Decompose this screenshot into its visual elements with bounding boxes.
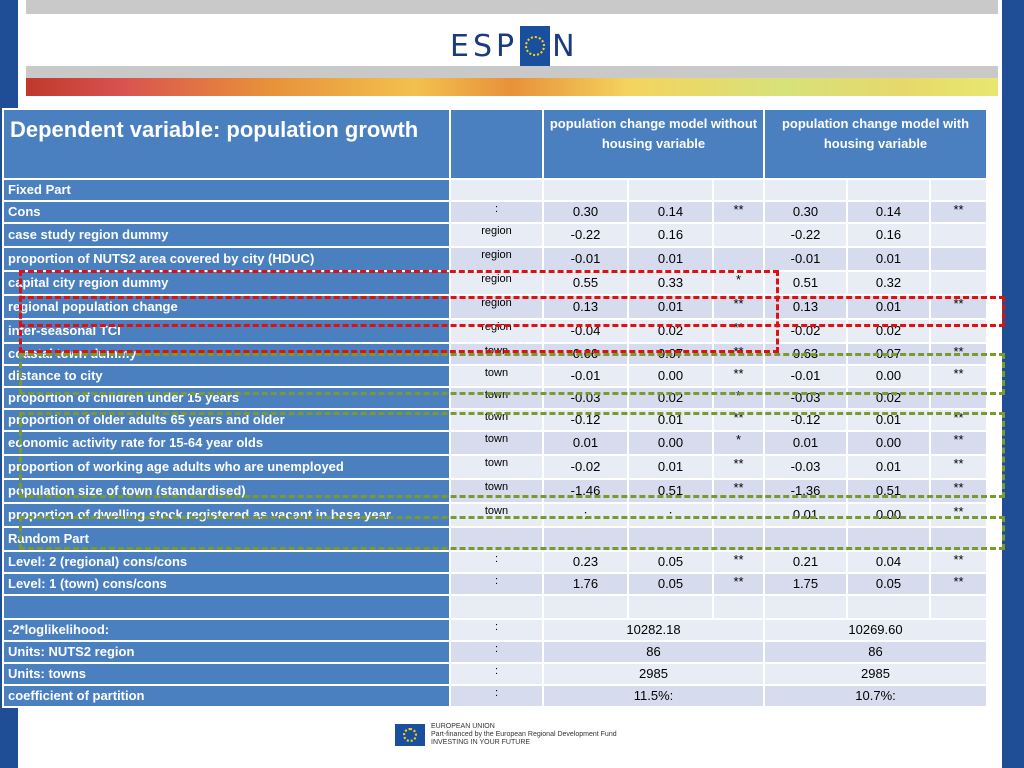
table-row <box>3 455 987 479</box>
row-label: proportion of dwelling stock registered as vacant in base year <box>3 503 450 527</box>
row-m2-sig: ** <box>930 431 987 455</box>
row-label: proportion of older adults 65 years and older <box>3 409 450 431</box>
row-m2-coef: -0.01 <box>764 365 847 387</box>
row-m1-coef: : <box>543 503 628 527</box>
row-m1-se: 0.01 <box>628 455 713 479</box>
row-m1-sig: * <box>713 387 764 409</box>
row-unit: town <box>450 409 543 431</box>
row-m1-se: 0.07 <box>628 343 713 365</box>
row-label: economic activity rate for 15-64 year olds <box>3 431 450 455</box>
footer-line-3: INVESTING IN YOUR FUTURE <box>431 739 531 746</box>
row-m1-coef <box>543 595 628 619</box>
row-unit: region <box>450 319 543 343</box>
header-row <box>3 109 987 179</box>
summary-label: coefficient of partition <box>3 685 450 707</box>
row-m2-sig: ** <box>930 409 987 431</box>
summary-model-1: 11.5%: <box>543 685 764 707</box>
row-m2-coef: -0.01 <box>764 247 847 271</box>
row-m1-coef: -0.03 <box>543 387 628 409</box>
summary-row <box>3 619 987 641</box>
table-row <box>3 223 987 247</box>
row-m2-sig: ** <box>930 551 987 573</box>
row-m1-se: 0.02 <box>628 319 713 343</box>
row-m2-sig: ** <box>930 201 987 223</box>
row-m2-coef: -0.02 <box>764 319 847 343</box>
row-unit: town <box>450 387 543 409</box>
row-m1-coef: 1.76 <box>543 573 628 595</box>
eu-stars-icon <box>520 26 550 66</box>
row-m1-sig <box>713 179 764 201</box>
gray-bar <box>26 66 998 78</box>
row-unit: town <box>450 503 543 527</box>
summary-label: Units: NUTS2 region <box>3 641 450 663</box>
row-unit: : <box>450 551 543 573</box>
row-m2-se: 0.01 <box>847 247 930 271</box>
summary-model-2: 10.7%: <box>764 685 987 707</box>
row-m2-coef: 0.13 <box>764 295 847 319</box>
table-row <box>3 479 987 503</box>
row-unit: region <box>450 223 543 247</box>
row-m1-se: 0.33 <box>628 271 713 295</box>
row-unit: town <box>450 365 543 387</box>
table-row <box>3 503 987 527</box>
row-m1-sig: ** <box>713 479 764 503</box>
table-row <box>3 179 987 201</box>
row-m2-sig: ** <box>930 365 987 387</box>
footer-line-2: Part-financed by the European Regional Development Fund <box>431 731 617 738</box>
summary-model-2: 2985 <box>764 663 987 685</box>
header-model-2: population change model with housing variable <box>764 109 987 179</box>
table-row <box>3 295 987 319</box>
table-row <box>3 551 987 573</box>
row-m2-coef: -0.03 <box>764 455 847 479</box>
row-label: population size of town (standardised) <box>3 479 450 503</box>
row-m1-coef: 0.66 <box>543 343 628 365</box>
row-m2-se: 0.16 <box>847 223 930 247</box>
row-m2-coef <box>764 595 847 619</box>
table-row <box>3 387 987 409</box>
row-m2-se: 0.00 <box>847 503 930 527</box>
row-m1-sig: ** <box>713 319 764 343</box>
row-m2-coef: 0.01 <box>764 503 847 527</box>
row-m1-se <box>628 527 713 551</box>
row-m1-se: 0.16 <box>628 223 713 247</box>
row-m2-se: 0.01 <box>847 409 930 431</box>
summary-unit: : <box>450 619 543 641</box>
row-m1-sig <box>713 223 764 247</box>
row-m2-coef: 0.30 <box>764 201 847 223</box>
logo-area <box>18 14 1002 68</box>
row-m1-sig: ** <box>713 365 764 387</box>
row-m1-coef: -0.01 <box>543 365 628 387</box>
row-m1-coef: 0.55 <box>543 271 628 295</box>
row-label: inter-seasonal TCI <box>3 319 450 343</box>
table-row <box>3 271 987 295</box>
summary-unit: : <box>450 663 543 685</box>
row-unit: town <box>450 431 543 455</box>
row-m2-sig <box>930 319 987 343</box>
row-m1-coef: -0.02 <box>543 455 628 479</box>
row-m1-sig <box>713 595 764 619</box>
row-m1-se: 0.01 <box>628 409 713 431</box>
row-m2-se: 0.01 <box>847 455 930 479</box>
row-label <box>3 595 450 619</box>
footer-line-1: EUROPEAN UNION <box>431 723 495 730</box>
row-m1-sig: ** <box>713 409 764 431</box>
map-banner <box>26 78 998 96</box>
summary-label: -2*loglikelihood: <box>3 619 450 641</box>
row-m1-coef: 0.01 <box>543 431 628 455</box>
row-m1-sig: * <box>713 431 764 455</box>
row-m1-sig <box>713 247 764 271</box>
row-label: case study region dummy <box>3 223 450 247</box>
row-m1-coef: -0.04 <box>543 319 628 343</box>
row-m1-coef: -0.22 <box>543 223 628 247</box>
row-m2-sig: ** <box>930 573 987 595</box>
summary-model-2: 10269.60 <box>764 619 987 641</box>
row-m2-se <box>847 179 930 201</box>
row-unit: : <box>450 573 543 595</box>
row-m2-coef: 0.51 <box>764 271 847 295</box>
summary-model-1: 2985 <box>543 663 764 685</box>
row-m1-sig <box>713 527 764 551</box>
row-unit: region <box>450 271 543 295</box>
row-m1-coef: -0.12 <box>543 409 628 431</box>
row-m2-se: 0.32 <box>847 271 930 295</box>
results-table-container <box>2 108 986 708</box>
row-m1-se <box>628 595 713 619</box>
row-m2-coef: 0.21 <box>764 551 847 573</box>
row-label: proportion of NUTS2 area covered by city (HDUC) <box>3 247 450 271</box>
row-label: Fixed Part <box>3 179 450 201</box>
row-label: distance to city <box>3 365 450 387</box>
row-unit <box>450 179 543 201</box>
row-m2-coef: -0.12 <box>764 409 847 431</box>
table-row <box>3 201 987 223</box>
row-m1-sig: ** <box>713 573 764 595</box>
row-m2-sig <box>930 271 987 295</box>
row-m1-se: 0.02 <box>628 387 713 409</box>
row-m1-sig: ** <box>713 343 764 365</box>
row-m2-se: 0.00 <box>847 365 930 387</box>
row-m1-se: 0.01 <box>628 295 713 319</box>
row-m1-se: 0.05 <box>628 551 713 573</box>
row-label: proportion of children under 15 years <box>3 387 450 409</box>
row-m2-se: 0.02 <box>847 319 930 343</box>
row-label: Level: 2 (regional) cons/cons <box>3 551 450 573</box>
row-unit: : <box>450 201 543 223</box>
row-m2-sig: ** <box>930 479 987 503</box>
row-unit: region <box>450 247 543 271</box>
row-label: regional population change <box>3 295 450 319</box>
table-row <box>3 573 987 595</box>
row-unit <box>450 595 543 619</box>
row-m1-coef <box>543 527 628 551</box>
row-m1-se: 0.05 <box>628 573 713 595</box>
row-m2-se: 0.01 <box>847 295 930 319</box>
row-m1-se <box>628 179 713 201</box>
top-bar <box>26 0 998 14</box>
row-m2-se <box>847 595 930 619</box>
row-m2-se: 0.02 <box>847 387 930 409</box>
header-title: Dependent variable: population growth <box>3 109 450 179</box>
row-unit: region <box>450 295 543 319</box>
logo-text-left: ESP <box>450 28 519 64</box>
row-m2-sig <box>930 387 987 409</box>
row-m2-coef: 0.01 <box>764 431 847 455</box>
row-label: Cons <box>3 201 450 223</box>
row-m2-coef: -0.22 <box>764 223 847 247</box>
table-row <box>3 319 987 343</box>
table-row <box>3 343 987 365</box>
row-m2-se <box>847 527 930 551</box>
row-m1-se: 0.00 <box>628 431 713 455</box>
results-table <box>2 108 988 708</box>
row-m1-sig: ** <box>713 455 764 479</box>
row-label: Level: 1 (town) cons/cons <box>3 573 450 595</box>
row-unit: town <box>450 479 543 503</box>
header-unit-blank <box>450 109 543 179</box>
eu-footer <box>395 722 617 748</box>
row-m2-coef: 1.75 <box>764 573 847 595</box>
summary-unit: : <box>450 641 543 663</box>
row-label: Random Part <box>3 527 450 551</box>
row-m2-coef: -1.36 <box>764 479 847 503</box>
row-m1-coef: -1.46 <box>543 479 628 503</box>
row-m2-sig <box>930 595 987 619</box>
row-label: coastal town dummy <box>3 343 450 365</box>
row-unit <box>450 527 543 551</box>
row-m1-coef: -0.01 <box>543 247 628 271</box>
summary-model-1: 10282.18 <box>543 619 764 641</box>
row-m1-coef <box>543 179 628 201</box>
row-unit: town <box>450 343 543 365</box>
row-m2-coef: -0.03 <box>764 387 847 409</box>
row-m2-se: 0.14 <box>847 201 930 223</box>
row-m2-sig: ** <box>930 343 987 365</box>
row-m1-coef: 0.30 <box>543 201 628 223</box>
row-m1-se: 0.01 <box>628 247 713 271</box>
row-m2-sig: ** <box>930 295 987 319</box>
row-m1-se: 0.51 <box>628 479 713 503</box>
row-m1-coef: 0.23 <box>543 551 628 573</box>
table-row <box>3 409 987 431</box>
table-row <box>3 365 987 387</box>
table-row <box>3 247 987 271</box>
espon-logo <box>450 26 579 66</box>
eu-flag-icon <box>395 724 425 746</box>
row-m2-sig <box>930 179 987 201</box>
row-m2-coef: 0.63 <box>764 343 847 365</box>
row-m1-se: 0.00 <box>628 365 713 387</box>
row-m2-se: 0.07 <box>847 343 930 365</box>
row-m1-sig: ** <box>713 551 764 573</box>
row-m2-se: 0.00 <box>847 431 930 455</box>
row-m2-sig: ** <box>930 455 987 479</box>
table-row <box>3 431 987 455</box>
summary-label: Units: towns <box>3 663 450 685</box>
row-m1-se: : <box>628 503 713 527</box>
summary-model-2: 86 <box>764 641 987 663</box>
row-unit: town <box>450 455 543 479</box>
row-m1-sig <box>713 503 764 527</box>
row-m2-se: 0.05 <box>847 573 930 595</box>
summary-row <box>3 663 987 685</box>
row-label: capital city region dummy <box>3 271 450 295</box>
summary-row <box>3 685 987 707</box>
row-m1-coef: 0.13 <box>543 295 628 319</box>
row-m2-se: 0.51 <box>847 479 930 503</box>
row-m1-se: 0.14 <box>628 201 713 223</box>
row-label: proportion of working age adults who are unemployed <box>3 455 450 479</box>
row-m2-se: 0.04 <box>847 551 930 573</box>
row-m2-coef <box>764 527 847 551</box>
table-row <box>3 527 987 551</box>
summary-row <box>3 641 987 663</box>
row-m2-sig <box>930 247 987 271</box>
logo-text-right: N <box>552 28 579 64</box>
row-m2-coef <box>764 179 847 201</box>
row-m1-sig: ** <box>713 201 764 223</box>
row-m2-sig: ** <box>930 503 987 527</box>
row-m1-sig: ** <box>713 295 764 319</box>
row-m2-sig <box>930 527 987 551</box>
summary-unit: : <box>450 685 543 707</box>
table-row <box>3 595 987 619</box>
header-model-1: population change model without housing variable <box>543 109 764 179</box>
summary-model-1: 86 <box>543 641 764 663</box>
row-m2-sig <box>930 223 987 247</box>
row-m1-sig: * <box>713 271 764 295</box>
